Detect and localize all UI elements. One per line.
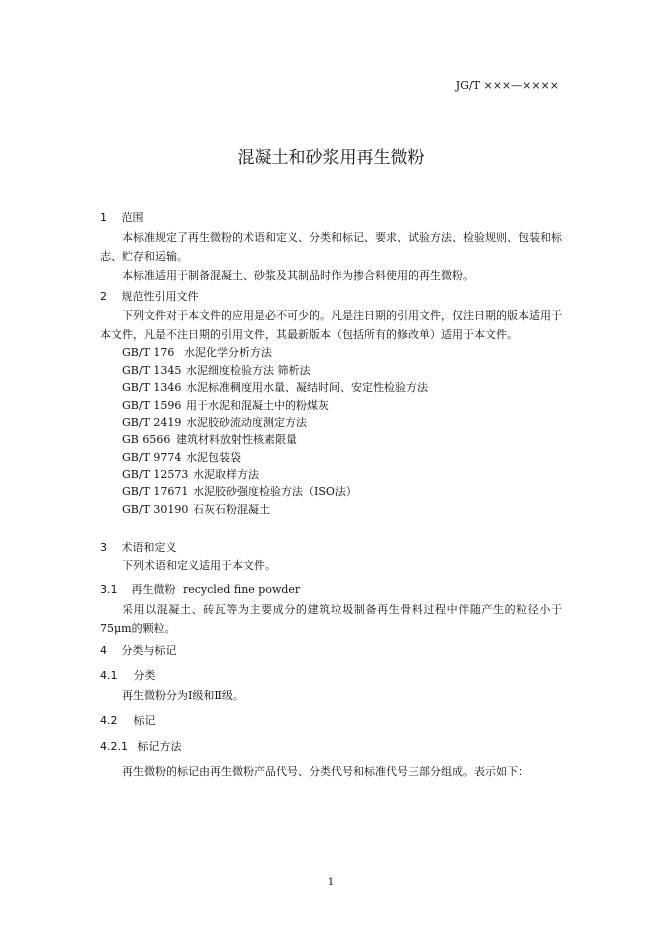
reference-item [122, 379, 428, 395]
reference-name: 石灰石粉混凝土 [193, 503, 270, 516]
reference-code: GB/T 1346 [122, 381, 182, 394]
section-1-heading [100, 209, 144, 225]
section-3-1-paragraph-1: 采用以混凝土、砖瓦等为主要成分的建筑垃圾制备再生骨料过程中伴随产生的粒径小于75μm的颗粒。 [100, 603, 562, 635]
section-title: 术语和定义 [121, 541, 177, 554]
reference-code: GB/T 17671 [122, 485, 189, 498]
section-4-1-paragraph-1: 再生微粉分为Ⅰ级和Ⅱ级。 [122, 689, 244, 702]
reference-name: 水泥化学分析方法 [184, 346, 272, 359]
section-number: 3.1 [100, 583, 118, 596]
reference-name: 用于水泥和混凝土中的粉煤灰 [186, 399, 329, 412]
section-title: 分类 [133, 669, 156, 682]
reference-name: 水泥标准稠度用水量、凝结时间、安定性检验方法 [186, 381, 428, 394]
section-number: 4.2 [100, 714, 118, 727]
section-1-paragraph-1: 本标准规定了再生微粉的术语和定义、分类和标记、要求、试验方法、检验规则、包装和标志、贮存和运输。 [100, 231, 562, 263]
section-number: 3 [100, 541, 107, 554]
section-title: 规范性引用文件 [121, 290, 199, 303]
reference-code: GB/T 9774 [122, 451, 182, 464]
reference-name: 水泥胶砂强度检验方法（ISO法） [193, 485, 357, 498]
reference-code: GB/T 30190 [122, 503, 189, 516]
reference-code: GB 6566 [122, 433, 171, 446]
section-4-2-heading [100, 712, 156, 728]
reference-name: 水泥包装袋 [186, 451, 241, 464]
section-title: 范围 [121, 211, 144, 224]
reference-item [122, 397, 329, 413]
section-4-1-heading [100, 667, 156, 683]
term-title: 再生微粉 [131, 583, 176, 596]
section-3-1-heading [100, 581, 300, 597]
section-title: 分类与标记 [121, 644, 177, 657]
section-title: 标记 [133, 714, 156, 727]
reference-name: 水泥细度检验方法 筛析法 [186, 364, 311, 377]
reference-item [122, 344, 272, 360]
reference-item [122, 466, 259, 482]
reference-item [122, 431, 297, 447]
reference-item [122, 414, 307, 430]
section-number: 1 [100, 211, 107, 224]
page-number: 1 [327, 877, 335, 888]
section-4-heading [100, 642, 177, 658]
reference-item [122, 501, 270, 517]
reference-item [122, 483, 357, 499]
section-2-heading [100, 288, 199, 304]
section-number: 4.2.1 [100, 740, 128, 753]
reference-item [122, 449, 241, 465]
section-number: 4.1 [100, 669, 118, 682]
section-4-2-1-paragraph-1: 再生微粉的标记由再生微粉产品代号、分类代号和标准代号三部分组成。表示如下： [122, 765, 529, 778]
document-title: 混凝土和砂浆用再生微粉 [237, 148, 425, 168]
reference-code: GB/T 12573 [122, 468, 189, 481]
section-1-paragraph-2: 本标准适用于制备混凝土、砂浆及其制品时作为掺合料使用的再生微粉。 [122, 269, 474, 282]
reference-name: 建筑材料放射性核素限量 [176, 433, 297, 446]
section-number: 4 [100, 644, 107, 657]
section-3-heading [100, 539, 177, 555]
section-title: 标记方法 [137, 740, 182, 753]
reference-code: GB/T 2419 [122, 416, 182, 429]
reference-name: 水泥胶砂流动度测定方法 [186, 416, 307, 429]
section-number: 2 [100, 290, 107, 303]
section-3-paragraph-1: 下列术语和定义适用于本文件。 [122, 559, 276, 572]
reference-code: GB/T 1345 [122, 364, 182, 377]
section-4-2-1-heading [100, 738, 182, 754]
reference-code: GB/T 1596 [122, 399, 182, 412]
term-title-english: recycled fine powder [183, 583, 301, 596]
reference-item [122, 362, 311, 378]
reference-code: GB/T 176 [122, 346, 175, 359]
standard-code: JG/T ×××—×××× [455, 79, 559, 92]
section-2-paragraph-1: 下列文件对于本文件的应用是必不可少的。凡是注日期的引用文件，仅注日期的版本适用于本文件，凡是不注日期的引用文件，其最新版本（包括所有的修改单）适用于本文件。 [100, 309, 562, 341]
reference-name: 水泥取样方法 [193, 468, 259, 481]
